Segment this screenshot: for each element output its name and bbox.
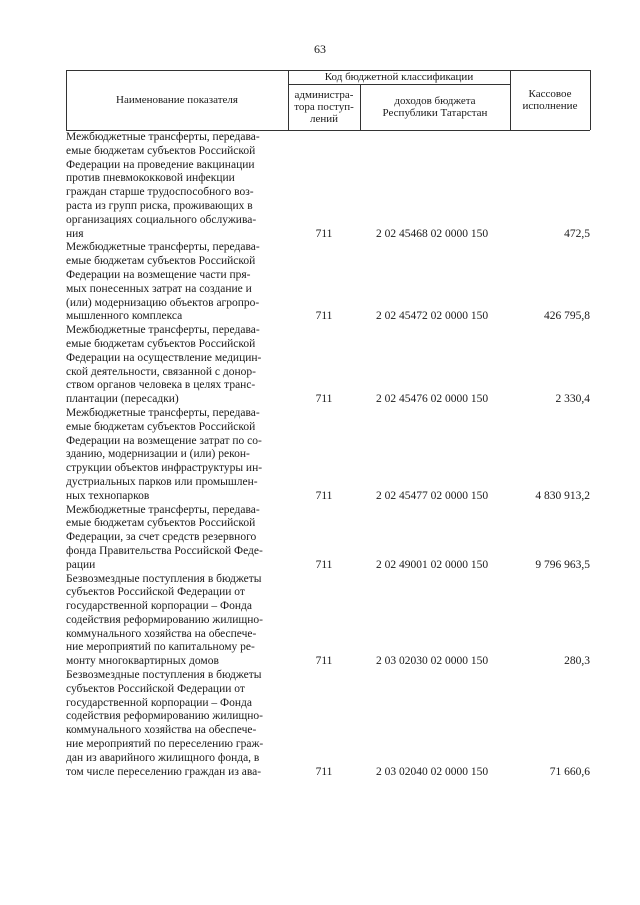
row-indicator-name <box>66 504 288 573</box>
indicator-name-line: струкции объектов инфраструктуры ин- <box>66 462 263 475</box>
indicator-name-line: мышленного комплекса <box>66 310 183 323</box>
row-revenue-code: 2 02 45476 02 0000 150 <box>375 393 489 406</box>
indicator-name-line: коммунального хозяйства на обеспече- <box>66 627 257 640</box>
header-budget-code-label: Код бюджетной классификации <box>324 71 474 83</box>
row-revenue-code: 2 02 49001 02 0000 150 <box>375 558 489 571</box>
table-row <box>66 573 590 670</box>
row-revenue-code: 2 03 02030 02 0000 150 <box>375 655 489 668</box>
indicator-name-line: плантации (пересадки) <box>66 393 179 406</box>
header-budget-code-group <box>288 70 510 84</box>
indicator-name-line: ния <box>66 227 84 240</box>
indicator-name-line: дан из аварийного жилищного фонда, в <box>66 751 260 764</box>
indicator-name-line: Федерации, за счет средств резервного <box>66 531 257 544</box>
header-admin-col <box>288 84 360 130</box>
row-admin-code: 711 <box>315 227 333 240</box>
header-admin-line: тора поступ- <box>294 101 354 113</box>
indicator-name-line: ние мероприятий по переселению граж- <box>66 738 264 751</box>
row-cash-amount: 71 660,6 <box>549 765 590 778</box>
row-cash-amount: 2 330,4 <box>555 393 590 406</box>
row-cash-amount: 280,3 <box>564 655 590 668</box>
indicator-name-line: том числе переселению граждан из ава- <box>66 765 262 778</box>
indicator-name-line: граждан старше трудоспособного воз- <box>66 186 254 199</box>
table-row <box>66 669 590 779</box>
table-row <box>66 504 590 573</box>
indicator-name-line: мых понесенных затрат на создание и <box>66 282 252 295</box>
row-admin-code: 711 <box>315 655 333 668</box>
table-row <box>66 241 590 324</box>
header-admin-line: лений <box>309 113 339 125</box>
indicator-name-line: содействия реформированию жилищно- <box>66 710 263 723</box>
table-header <box>66 70 590 130</box>
row-cash-amount: 426 795,8 <box>544 310 590 323</box>
indicator-name-line: зданию, модернизации и (или) рекон- <box>66 448 250 461</box>
row-indicator-name <box>66 324 288 407</box>
header-admin-line: администра- <box>294 89 354 101</box>
indicator-name-line: ние мероприятий по капитальному ре- <box>66 641 255 654</box>
indicator-name-line: содействия реформированию жилищно- <box>66 613 263 626</box>
page-number: 63 <box>314 42 326 56</box>
table-row <box>66 407 590 504</box>
indicator-name-line: коммунального хозяйства на обеспече- <box>66 724 257 737</box>
indicator-name-line: ством органов человека в целях транс- <box>66 379 256 392</box>
row-admin-code: 711 <box>315 765 333 778</box>
indicator-name-line: емые бюджетам субъектов Российской <box>66 255 256 268</box>
indicator-name-line: (или) модернизацию объектов агропро- <box>66 296 260 309</box>
indicator-name-line: организациях социального обслужива- <box>66 213 257 226</box>
indicator-name-line: Межбюджетные трансферты, передава- <box>66 241 260 254</box>
row-revenue-code: 2 02 45472 02 0000 150 <box>375 310 489 323</box>
indicator-name-line: Федерации на возмещение затрат по со- <box>66 434 262 447</box>
row-admin-code: 711 <box>315 310 333 323</box>
indicator-name-line: Межбюджетные трансферты, передава- <box>66 406 260 419</box>
indicator-name-line: емые бюджетам субъектов Российской <box>66 517 256 530</box>
header-revenue-col <box>360 84 510 130</box>
row-indicator-name <box>66 407 288 504</box>
table-row <box>66 131 590 241</box>
row-revenue-code: 2 02 45468 02 0000 150 <box>375 227 489 240</box>
row-indicator-name <box>66 669 288 779</box>
table-row <box>66 324 590 407</box>
indicator-name-line: емые бюджетам субъектов Российской <box>66 337 256 350</box>
indicator-name-line: субъектов Российской Федерации от <box>66 682 245 695</box>
indicator-name-line: дустриальных парков или промышлен- <box>66 475 258 488</box>
indicator-name-line: государственной корпорации – Фонда <box>66 696 253 709</box>
indicator-name-line: Федерации на возмещение части пря- <box>66 268 251 281</box>
indicator-name-line: государственной корпорации – Фонда <box>66 600 253 613</box>
header-revenue-line: Республики Татарстан <box>382 107 488 119</box>
table-body <box>66 131 590 779</box>
header-amount-line: исполнение <box>522 100 578 112</box>
row-cash-amount: 9 796 963,5 <box>535 558 590 571</box>
indicator-name-line: монту многоквартирных домов <box>66 655 219 668</box>
indicator-name-line: Безвозмездные поступления в бюджеты <box>66 669 262 682</box>
header-amount-line: Кассовое <box>528 88 572 100</box>
row-cash-amount: 4 830 913,2 <box>535 489 590 502</box>
indicator-name-line: субъектов Российской Федерации от <box>66 586 245 599</box>
header-right-border <box>590 70 591 130</box>
indicator-name-line: Межбюджетные трансферты, передава- <box>66 324 260 337</box>
indicator-name-line: Безвозмездные поступления в бюджеты <box>66 572 262 585</box>
indicator-name-line: рации <box>66 558 96 571</box>
indicator-name-line: Федерации на проведение вакцинации <box>66 158 255 171</box>
row-indicator-name <box>66 131 288 241</box>
row-indicator-name <box>66 573 288 670</box>
indicator-name-line: Федерации на осуществление медицин- <box>66 351 262 364</box>
indicator-name-line: фонда Правительства Российской Феде- <box>66 544 263 557</box>
row-revenue-code: 2 02 45477 02 0000 150 <box>375 489 489 502</box>
indicator-name-line: ных технопарков <box>66 489 150 502</box>
indicator-name-line: против пневмококковой инфекции <box>66 172 235 185</box>
header-amount-col <box>510 70 590 130</box>
header-name-label: Наименование показателя <box>116 94 238 106</box>
row-indicator-name <box>66 241 288 324</box>
indicator-name-line: Межбюджетные трансферты, передава- <box>66 503 260 516</box>
indicator-name-line: емые бюджетам субъектов Российской <box>66 144 256 157</box>
header-revenue-line: доходов бюджета <box>394 95 476 107</box>
row-admin-code: 711 <box>315 558 333 571</box>
indicator-name-line: раста из групп риска, проживающих в <box>66 199 253 212</box>
indicator-name-line: емые бюджетам субъектов Российской <box>66 420 256 433</box>
indicator-name-line: ской деятельности, связанной с донор- <box>66 365 256 378</box>
row-cash-amount: 472,5 <box>564 227 590 240</box>
row-admin-code: 711 <box>315 393 333 406</box>
indicator-name-line: Межбюджетные трансферты, передава- <box>66 131 260 143</box>
row-admin-code: 711 <box>315 489 333 502</box>
row-revenue-code: 2 03 02040 02 0000 150 <box>375 765 489 778</box>
header-name-col <box>66 70 288 130</box>
